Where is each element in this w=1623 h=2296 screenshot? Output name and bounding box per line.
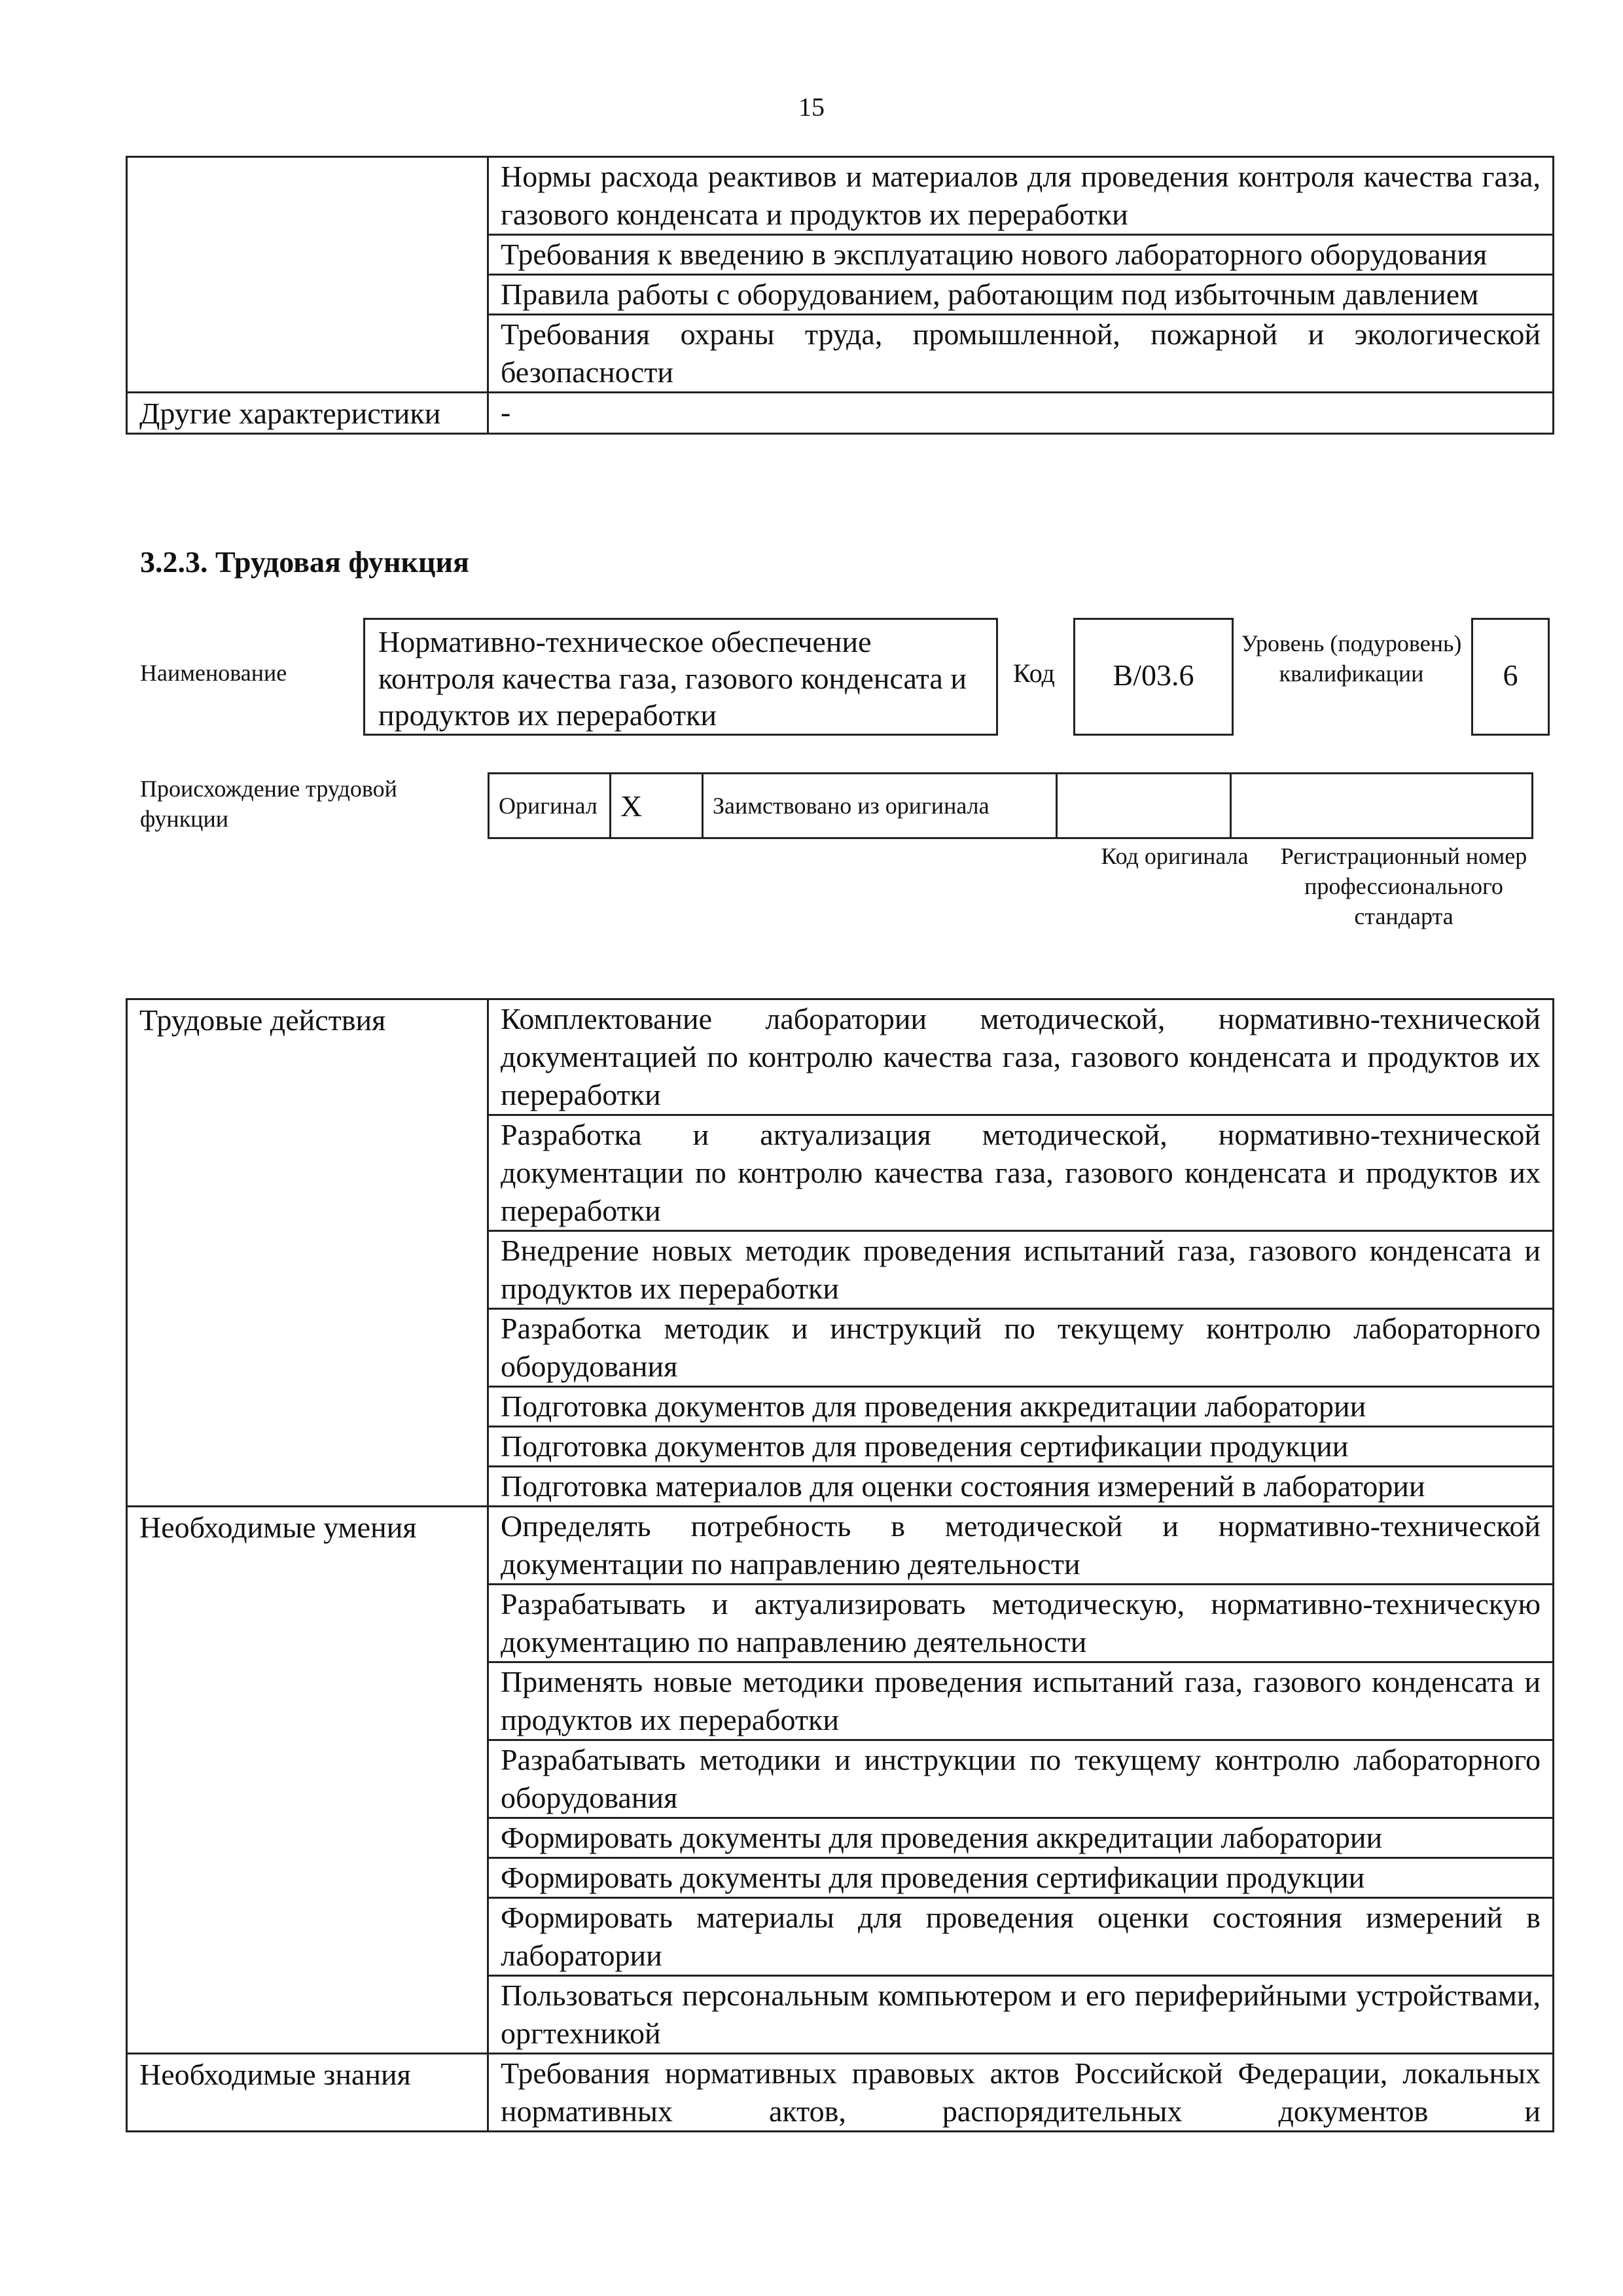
original-code-caption: Код оригинала: [1101, 843, 1249, 869]
page-number: 15: [798, 92, 825, 122]
table-row: [127, 999, 1554, 1115]
function-details-table: [126, 998, 1554, 2132]
labor-actions-label: Трудовые действия: [127, 999, 488, 1507]
level-value: 6: [1471, 618, 1550, 736]
other-characteristics-label: Другие характеристики: [127, 393, 488, 434]
labor-action-item: Подготовка документов для проведения сертификации продукции: [488, 1427, 1554, 1467]
required-knowledge-label: Необходимые знания: [127, 2054, 488, 2132]
skill-item: Формировать документы для проведения аккредитации лаборатории: [488, 1818, 1554, 1858]
table-row: [127, 2054, 1554, 2132]
registration-number-cell: [1231, 774, 1533, 838]
code-value: В/03.6: [1073, 618, 1234, 736]
skill-item: Определять потребность в методической и нормативно-технической документации по направлению деятельности: [488, 1507, 1554, 1585]
knowledge-item: Нормы расхода реактивов и материалов для проведения контроля качества газа, газового конденсата и продуктов их переработки: [488, 157, 1554, 235]
function-name-value: Нормативно-техническое обеспечение контроля качества газа, газового конденсата и продуктов их переработки: [363, 618, 998, 736]
origin-label: Происхождение трудовой функции: [140, 776, 397, 832]
knowledge-item: Требования нормативных правовых актов Российской Федерации, локальных нормативных актов, распорядительных документов и: [488, 2054, 1554, 2132]
table-row: [127, 393, 1554, 434]
labor-action-item: Внедрение новых методик проведения испытаний газа, газового конденсата и продуктов их переработки: [488, 1231, 1554, 1309]
skill-item: Применять новые методики проведения испытаний газа, газового конденсата и продуктов их переработки: [488, 1662, 1554, 1740]
labor-action-item: Комплектование лаборатории методической, нормативно-технической документацией по контролю качества газа, газового конденсата и продуктов их переработки: [488, 999, 1554, 1115]
knowledge-item: Правила работы с оборудованием, работающим под избыточным давлением: [488, 275, 1554, 315]
skill-item: Разрабатывать и актуализировать методическую, нормативно-техническую документацию по направлению деятельности: [488, 1585, 1554, 1662]
section-heading: 3.2.3. Трудовая функция: [140, 545, 469, 579]
empty-cell: [127, 157, 488, 393]
skill-item: Разрабатывать методики и инструкции по текущему контролю лабораторного оборудования: [488, 1740, 1554, 1818]
knowledge-item: Требования охраны труда, промышленной, пожарной и экологической безопасности: [488, 315, 1554, 393]
labor-action-item: Подготовка материалов для оценки состояния измерений в лаборатории: [488, 1467, 1554, 1507]
original-mark: X: [611, 774, 703, 838]
code-label: Код: [1013, 658, 1055, 688]
required-skills-label: Необходимые умения: [127, 1507, 488, 2054]
other-characteristics-value: -: [488, 393, 1554, 434]
labor-action-item: Разработка и актуализация методической, нормативно-технической документации по контролю качества газа, газового конденсата и продуктов их переработки: [488, 1115, 1554, 1231]
skill-item: Формировать документы для проведения сертификации продукции: [488, 1858, 1554, 1898]
table-row: [489, 774, 1533, 838]
table-row: [127, 1507, 1554, 1585]
origin-table: [488, 772, 1533, 839]
name-label: Наименование: [140, 660, 287, 686]
table-row: [127, 157, 1554, 235]
knowledge-item: Требования к введению в эксплуатацию нового лабораторного оборудования: [488, 235, 1554, 275]
labor-action-item: Подготовка документов для проведения аккредитации лаборатории: [488, 1387, 1554, 1427]
previous-function-table: [126, 156, 1554, 435]
skill-item: Формировать материалы для проведения оценки состояния измерений в лаборатории: [488, 1898, 1554, 1976]
level-label: Уровень (подуровень) квалификации: [1241, 630, 1462, 687]
registration-number-caption: Регистрационный номер профессионального стандарта: [1280, 843, 1527, 929]
original-label: Оригинал: [489, 774, 611, 838]
skill-item: Пользоваться персональным компьютером и его периферийными устройствами, оргтехникой: [488, 1976, 1554, 2054]
original-code-cell: [1057, 774, 1231, 838]
borrowed-label: Заимствовано из оригинала: [703, 774, 1057, 838]
labor-action-item: Разработка методик и инструкций по текущему контролю лабораторного оборудования: [488, 1309, 1554, 1387]
